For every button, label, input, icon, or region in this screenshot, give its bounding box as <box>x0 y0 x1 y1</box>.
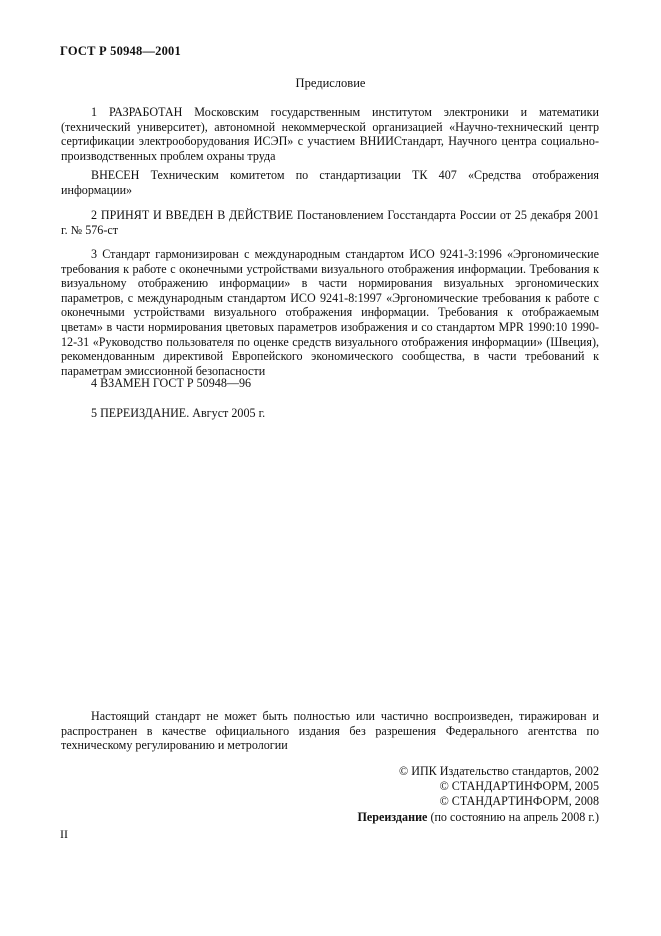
reproduction-notice: Настоящий стандарт не может быть полностью или частично воспроизведен, тиражирован и распространен в качестве официального издания без разрешения Федерального агентства по техническому регулированию и метрологии <box>61 709 599 753</box>
copyright-line: © ИПК Издательство стандартов, 2002 <box>399 764 599 778</box>
reissue-line <box>357 810 599 825</box>
preface-title: Предисловие <box>295 76 366 90</box>
paragraph-reissue <box>61 406 599 421</box>
paragraph-text: 5 ПЕРЕИЗДАНИЕ. Август 2005 г. <box>91 406 266 420</box>
paragraph-text: 4 ВЗАМЕН ГОСТ Р 50948—96 <box>91 376 252 390</box>
page-number: II <box>60 827 68 841</box>
copyright-block <box>357 764 599 825</box>
reissue-note: (по состоянию на апрель 2008 г.) <box>430 809 599 824</box>
paragraph-replaces <box>61 376 599 391</box>
paragraph-text: ВНЕСЕН Техническим комитетом по стандартизации ТК 407 «Средства отображения информации» <box>61 168 599 197</box>
paragraph-text: 2 ПРИНЯТ И ВВЕДЕН В ДЕЙСТВИЕ Постановлением Госстандарта России от 25 декабря 2001 г. № 576-ст <box>61 208 599 237</box>
paragraph-developed-by <box>61 105 599 163</box>
copyright-line: © СТАНДАРТИНФОРМ, 2005 <box>439 779 599 794</box>
paragraph-text: 1 РАЗРАБОТАН Московским государственным институтом электроники и математики (технический университет), автономной некоммерческой организацией «Научно-технический центр сертификации электрооборудования ИСЭП» с участием ВНИИСтандарт, Научного центра социально-производственных проблем охраны труда <box>61 105 599 163</box>
paragraph-text: 3 Стандарт гармонизирован с международным стандартом ИСО 9241-3:1996 «Эргономические требования к работе с оконечными устройствами визуального отображения информации. Требования к визуальному отображению информации» в части нормирования визуальных эргономических параметров, с международным стандартом ИСО 9241-8:1997 «Эргономические требования к работе с оконечными устройствами визуального отображения информации. Требования к отображаемым цветам» в части нормирования цветовых параметров изображения и со стандартом MPR 1990:10 1990-12-31 «Руководство пользователя по оценке средств визуального отображения информации» (Швеция), рекомендованным директивой Европейского экономического сообщества, в части требований к параметрам эмиссионной безопасности <box>61 247 599 378</box>
copyright-line: © СТАНДАРТИНФОРМ, 2008 <box>439 794 599 809</box>
paragraph-harmonization <box>61 247 599 378</box>
standard-code-header: ГОСТ Р 50948—2001 <box>60 44 181 58</box>
reissue-label: Переиздание <box>357 809 428 824</box>
paragraph-adopted <box>61 208 599 237</box>
paragraph-introduced-by <box>61 168 599 197</box>
